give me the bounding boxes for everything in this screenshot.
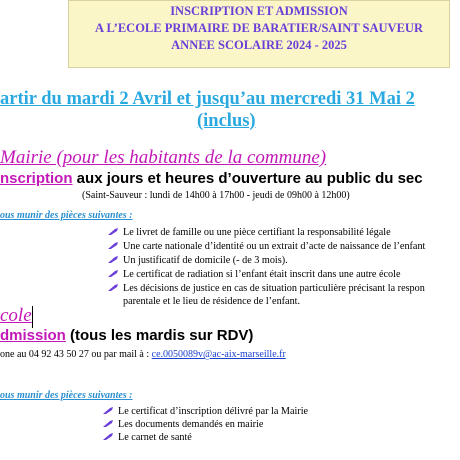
ecole-subheading bbox=[0, 327, 253, 344]
quill-bullet-icon bbox=[108, 284, 118, 292]
quill-bullet-icon bbox=[108, 256, 118, 264]
ecole-item: Le certificat d’inscription délivré par la Mairie bbox=[103, 406, 308, 417]
mairie-item: Un justificatif de domicile (- de 3 mois). bbox=[108, 255, 288, 266]
ecole-item: Le carnet de santé bbox=[103, 432, 192, 443]
mairie-item: Le livret de famille ou une pièce certifiant la responsabilité légale bbox=[108, 227, 391, 238]
mairie-subheading-highlight: nscription bbox=[0, 170, 73, 187]
ecole-email-link[interactable]: ce.0050089v@ac-aix-marseille.fr bbox=[151, 349, 286, 360]
ecole-title: cole bbox=[0, 305, 32, 326]
text-cursor-mark bbox=[32, 306, 33, 328]
mairie-item-continuation: parentale et le lieu de résidence de l’enfant. bbox=[123, 296, 301, 307]
period-line-2: (inclus) bbox=[197, 111, 256, 131]
ecole-subheading-rest: (tous les mardis sur RDV) bbox=[65, 327, 254, 344]
mairie-pieces-label: ous munir des pièces suivantes : bbox=[0, 210, 133, 221]
quill-bullet-icon bbox=[108, 228, 118, 236]
mairie-title: Mairie (pour les habitants de la commune) bbox=[0, 147, 327, 168]
quill-bullet-icon bbox=[103, 433, 113, 441]
ecole-subheading-highlight: dmission bbox=[0, 327, 66, 344]
header-line-1: INSCRIPTION ET ADMISSION bbox=[170, 4, 348, 18]
quill-bullet-icon bbox=[108, 270, 118, 278]
mairie-subheading-rest: aux jours et heures d’ouverture au public du sec bbox=[72, 170, 423, 187]
mairie-subheading bbox=[0, 170, 423, 187]
ecole-item: Les documents demandés en mairie bbox=[103, 419, 263, 430]
ecole-contact: one au 04 92 43 50 27 ou par mail à : ce.0050089v@ac-aix-marseille.fr bbox=[0, 349, 286, 360]
quill-bullet-icon bbox=[103, 420, 113, 428]
header-line-2: A L’ECOLE PRIMAIRE DE BARATIER/SAINT SAUVEUR bbox=[95, 21, 423, 35]
period-line-1: artir du mardi 2 Avril et jusqu’au mercredi 31 Mai 2 bbox=[0, 89, 415, 109]
quill-bullet-icon bbox=[103, 407, 113, 415]
mairie-item: Une carte nationale d’identité ou un extrait d’acte de naissance de l’enfant bbox=[108, 241, 425, 252]
mairie-item: Le certificat de radiation si l’enfant était inscrit dans une autre école bbox=[108, 269, 400, 280]
header-line-3: ANNEE SCOLAIRE 2024 - 2025 bbox=[171, 38, 347, 52]
quill-bullet-icon bbox=[108, 242, 118, 250]
ecole-pieces-label: ous munir des pièces suivantes : bbox=[0, 390, 133, 401]
mairie-hours: (Saint-Sauveur : lundi de 14h00 à 17h00 - jeudi de 09h00 à 12h00) bbox=[82, 190, 350, 201]
header-box bbox=[68, 0, 450, 68]
mairie-item: Les décisions de justice en cas de situation particulière précisant la respon bbox=[108, 283, 425, 294]
